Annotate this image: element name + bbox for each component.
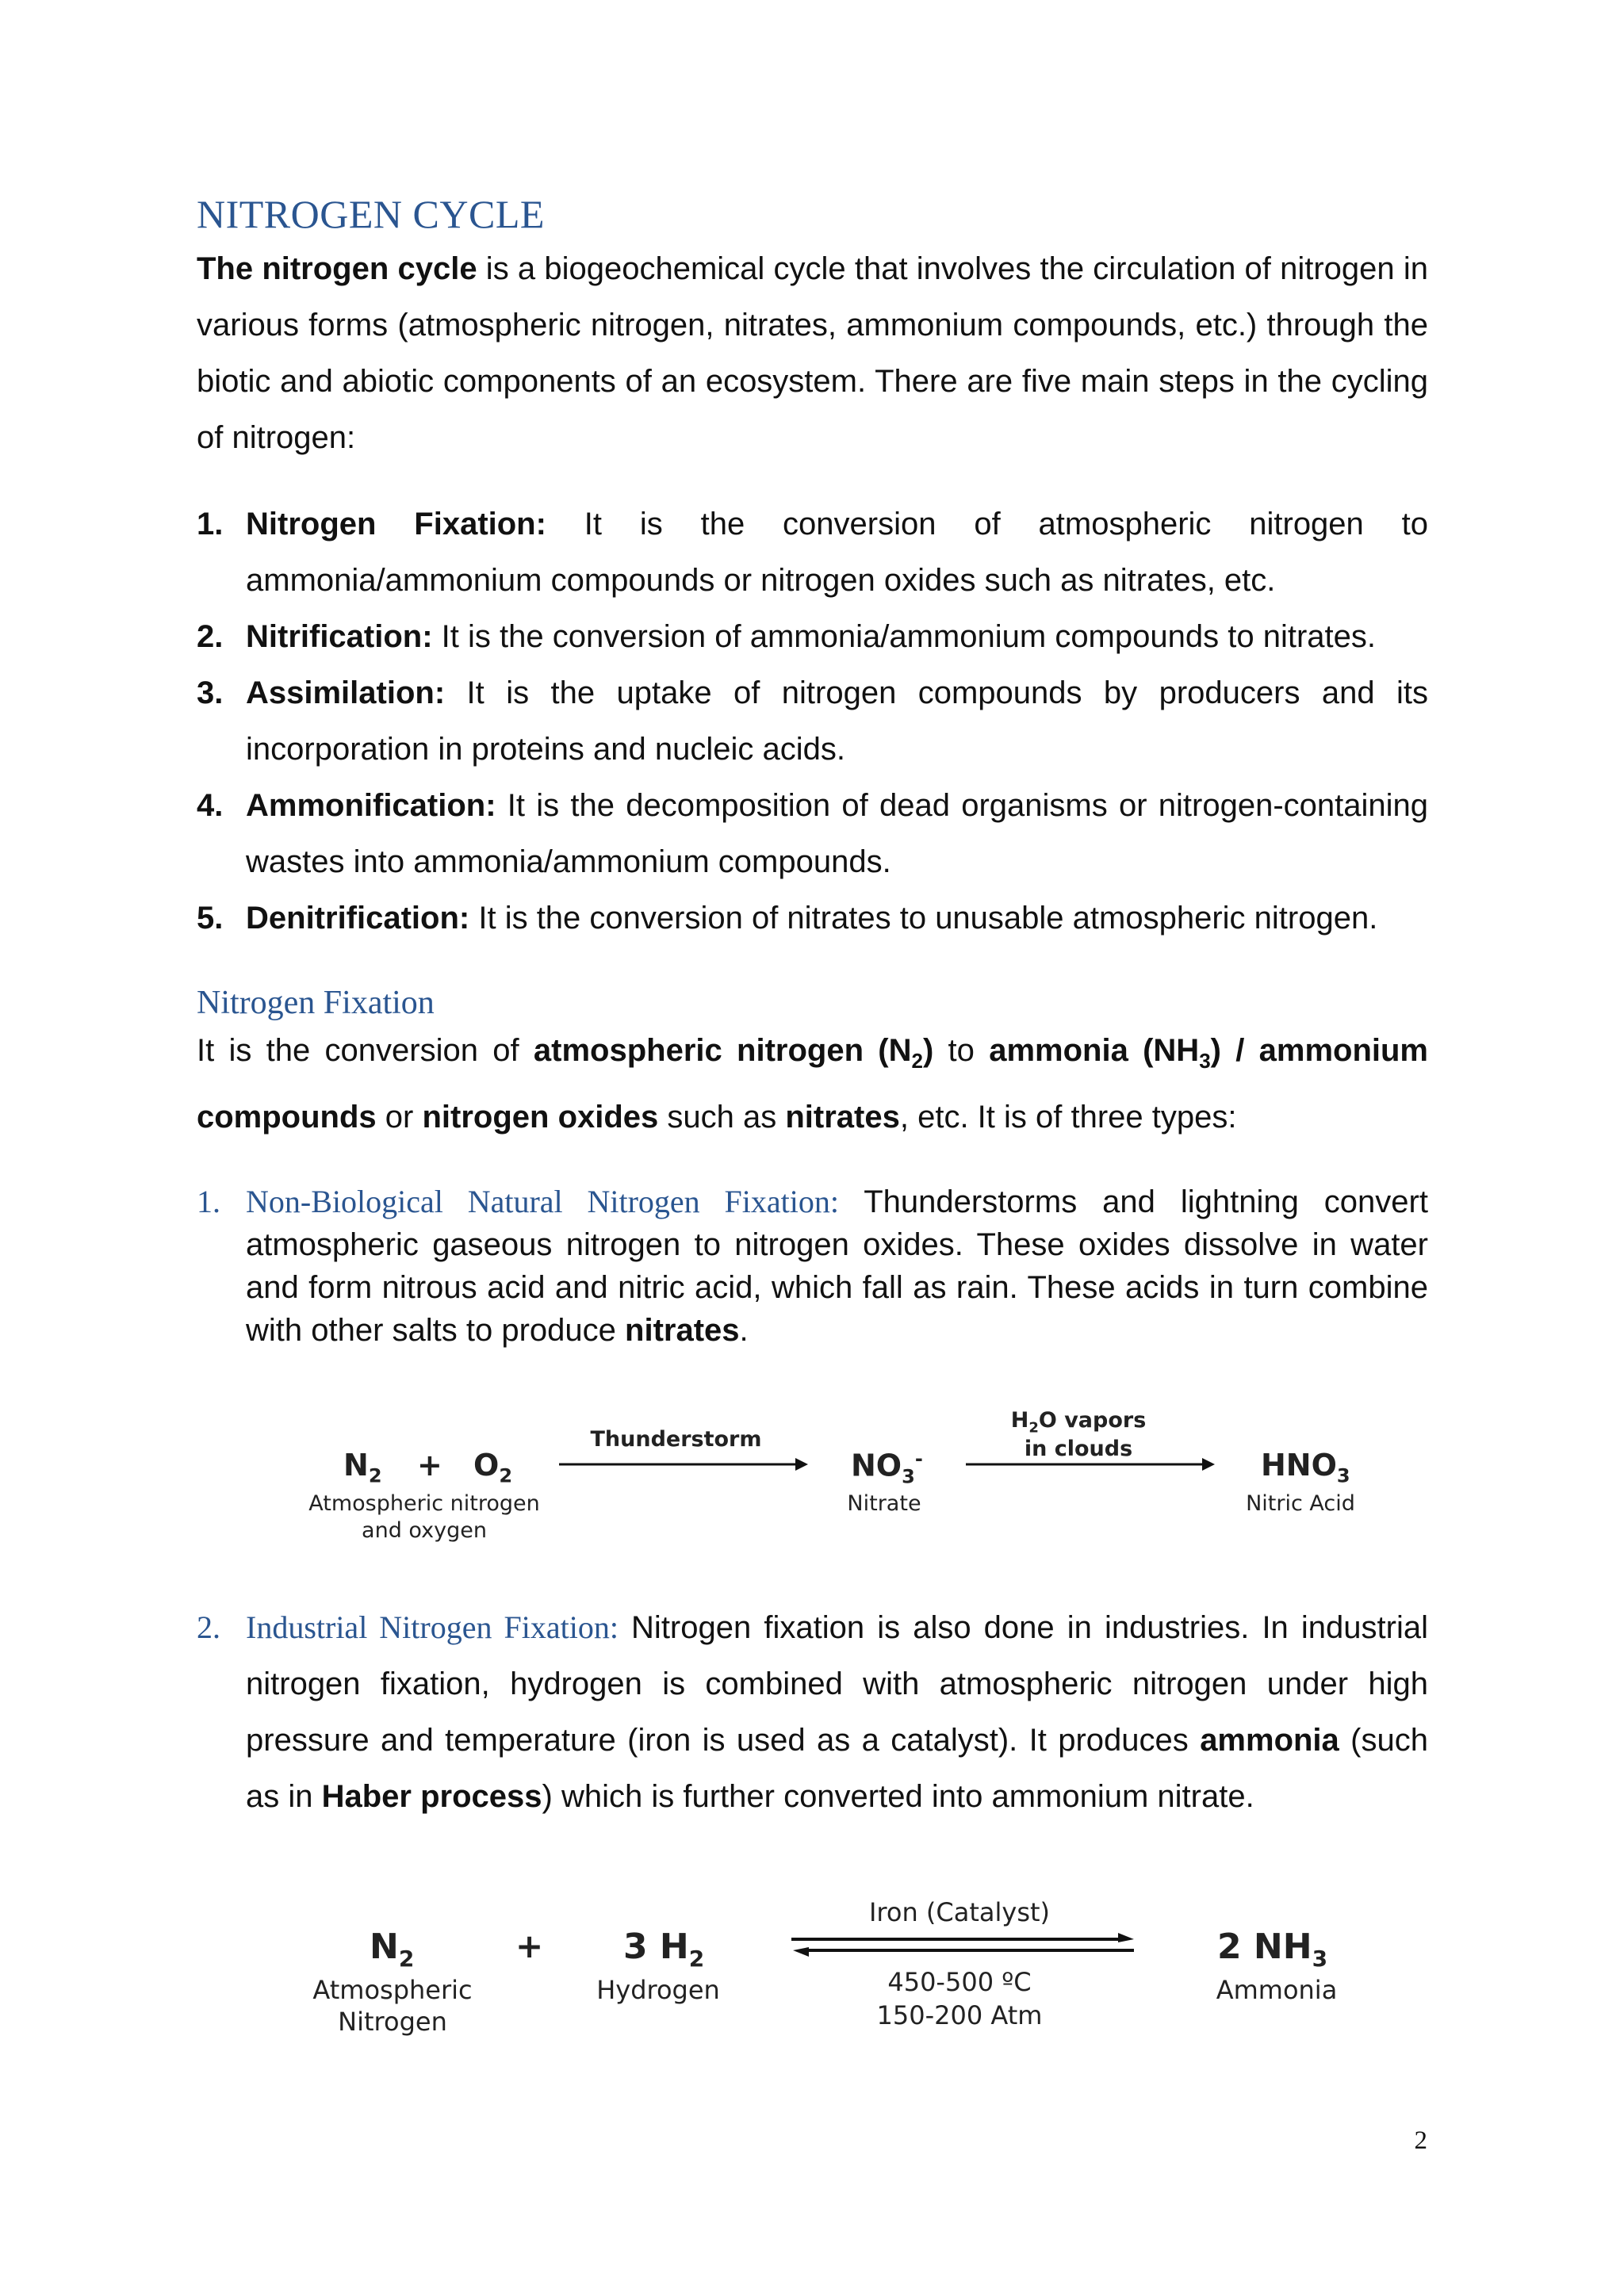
- text: , etc. It is of three types:: [899, 1100, 1237, 1135]
- fixation-paragraph: [197, 1023, 1428, 1146]
- subscript: 2: [911, 1049, 923, 1073]
- step-term: Denitrification:: [246, 901, 470, 936]
- plus-sign: +: [515, 1927, 544, 1965]
- type-heading: Non-Biological Natural Nitrogen Fixation:: [246, 1184, 839, 1220]
- list-item: [197, 496, 1428, 609]
- arrow1-label: Thunderstorm: [590, 1427, 762, 1452]
- text: ) which is further converted into ammonium nitrate.: [542, 1779, 1254, 1814]
- ammonia-label: Ammonia: [1216, 1975, 1338, 2005]
- intro-lead: The nitrogen cycle: [197, 251, 477, 286]
- list-item: [197, 665, 1428, 778]
- arrow-right-icon: [559, 1456, 809, 1473]
- text: (such as in: [246, 1723, 1428, 1814]
- list-item: [197, 778, 1428, 890]
- o2-formula: $O_2$: [473, 1448, 513, 1487]
- hno3-formula: $HNO_3$: [1261, 1448, 1350, 1487]
- text: atmospheric nitrogen (N: [533, 1033, 912, 1069]
- step-term: Nitrification:: [246, 619, 433, 654]
- step-text: It is the uptake of nitrogen compounds by producers and its incorporation in proteins and nucleic acids.: [246, 675, 1428, 767]
- type2-paragraph: [197, 1599, 1428, 1825]
- type-text: Thunderstorms and lightning convert atmospheric gaseous nitrogen to nitrogen oxides. These oxides dissolve in water and form nitrous acid and nitric acid, which fall as rain. These acids in turn combine with other salts to produce: [246, 1184, 1428, 1349]
- n2-formula: $N_2$: [343, 1448, 382, 1487]
- subscript: 3: [1199, 1049, 1211, 1073]
- step-text: It is the conversion of atmospheric nitrogen to ammonia/ammonium compounds or nitrogen oxides such as nitrates, etc.: [246, 507, 1429, 598]
- text: It is the conversion of: [197, 1033, 534, 1069]
- section-heading-fixation: Nitrogen Fixation: [197, 985, 435, 1021]
- type-text: Nitrogen fixation is also done in industries. In industrial nitrogen fixation, hydrogen is combined with atmospheric nitrogen under high pressure and temperature (iron is used as a catalyst). It produces: [246, 1610, 1428, 1758]
- text: to: [933, 1033, 990, 1069]
- step-number: 2.: [197, 619, 224, 654]
- type-number: 2.: [197, 1609, 220, 1645]
- list-item: [197, 1181, 1428, 1352]
- step-term: Nitrogen Fixation:: [246, 507, 546, 541]
- step-number: 5.: [197, 901, 224, 936]
- page-title: NITROGEN CYCLE: [197, 192, 545, 236]
- reactant-label: Atmospheric nitrogen and oxygen: [308, 1491, 540, 1543]
- step-term: Ammonification:: [246, 788, 496, 823]
- temperature-label: 450-500 ºC: [887, 1967, 1032, 1997]
- hydrogen-label: Hydrogen: [596, 1975, 720, 2005]
- text: nitrates: [625, 1313, 740, 1349]
- text: ammonia (NH: [989, 1033, 1200, 1069]
- step-text: It is the decomposition of dead organisms or nitrogen-containing wastes into ammonia/ammonium compounds.: [246, 788, 1428, 879]
- nitrate-label: Nitrate: [847, 1491, 921, 1516]
- text: ammonia: [1200, 1723, 1339, 1758]
- text: ): [922, 1033, 934, 1069]
- text: ) / ammonium compounds: [197, 1033, 1428, 1135]
- step-text: It is the conversion of ammonia/ammonium compounds to nitrates.: [432, 619, 1376, 654]
- text: nitrogen oxides: [422, 1100, 659, 1135]
- n2-formula: $N_2$: [370, 1927, 415, 1972]
- fixation-types-list: [197, 1181, 1428, 1352]
- text: Haber process: [321, 1779, 542, 1814]
- page-number: 2: [1414, 2126, 1427, 2155]
- steps-list: [197, 496, 1428, 947]
- text: .: [739, 1313, 749, 1349]
- text: or: [376, 1100, 423, 1135]
- list-item: [197, 609, 1428, 665]
- type-heading: Industrial Nitrogen Fixation:: [246, 1609, 619, 1645]
- catalyst-label: Iron (Catalyst): [868, 1897, 1051, 1927]
- pressure-label: 150-200 Atm: [876, 2000, 1043, 2030]
- step-term: Assimilation:: [246, 675, 446, 710]
- type-number: 1.: [197, 1184, 220, 1220]
- step-number: 3.: [197, 675, 224, 710]
- nitrogen-label: Atmospheric Nitrogen: [312, 1975, 473, 2037]
- intro-text: is a biogeochemical cycle that involves the circulation of nitrogen in various forms (atmospheric nitrogen, nitrates, ammonium compounds, etc.) through the biotic and abiotic components of an ecosystem. There are five main steps in the cycling of nitrogen:: [197, 251, 1429, 455]
- list-item: [197, 890, 1428, 947]
- h2-formula: 3 $H_2$: [623, 1927, 705, 1972]
- document-page: [197, 190, 1428, 1352]
- text: nitrates: [785, 1100, 900, 1135]
- equilibrium-arrow-icon: [791, 1931, 1136, 1958]
- plus-sign: +: [417, 1448, 442, 1483]
- step-number: 1.: [197, 507, 224, 541]
- step-text: It is the conversion of nitrates to unusable atmospheric nitrogen.: [469, 901, 1378, 936]
- text: such as: [658, 1100, 786, 1135]
- intro-paragraph: [197, 241, 1428, 466]
- arrow2-label: $H_2O$ vapors in clouds: [1010, 1408, 1147, 1461]
- step-number: 4.: [197, 788, 224, 823]
- nh3-formula: 2 $NH_3$: [1217, 1927, 1328, 1972]
- nitrate-formula: $NO_3^-$: [851, 1448, 923, 1488]
- nitric-acid-label: Nitric Acid: [1246, 1491, 1355, 1516]
- arrow-right-icon: [966, 1456, 1216, 1473]
